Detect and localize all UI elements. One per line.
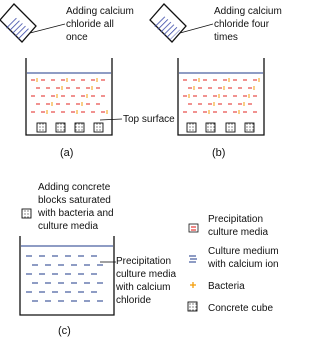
legend-label-precipitation-2: culture media [208, 227, 269, 238]
legend-label-concrete: Concrete cube [208, 303, 274, 314]
callout-top-surface-leader [100, 119, 122, 120]
instruction-c-line-2: blocks saturated [38, 195, 111, 206]
concrete-cube [206, 123, 215, 132]
legend-item-bacteria [190, 281, 245, 292]
legend [188, 214, 279, 314]
legend-item-calcium [189, 246, 279, 270]
concrete-cube [94, 123, 103, 132]
instruction-a-line-2: chloride all [66, 19, 114, 30]
pouring-beaker-b [150, 4, 186, 42]
instruction-b-line-3: times [214, 32, 238, 43]
concrete-cube [37, 123, 46, 132]
instruction-a-line-1: Adding calcium [66, 6, 134, 17]
callout-c-line-2: culture media [116, 269, 177, 280]
concrete-cube [226, 123, 235, 132]
panel-c [20, 182, 176, 337]
legend-label-precipitation-1: Precipitation [208, 214, 264, 225]
concrete-cube [75, 123, 84, 132]
concrete-cubes-a [37, 123, 103, 132]
instruction-c-line-1: Adding concrete [38, 182, 111, 193]
legend-label-calcium-2: with calcium ion [208, 259, 279, 270]
pouring-beaker-a [0, 4, 36, 42]
legend-item-concrete [188, 302, 273, 314]
callout-c-line-4: chloride [116, 295, 152, 306]
callout-top-surface: Top surface [123, 114, 175, 125]
container-c [20, 236, 114, 315]
culture-medium-calcium-ion-symbol [189, 256, 197, 262]
callout-c-line-3: with calcium [116, 282, 171, 293]
caption-a: (a) [60, 147, 74, 159]
instruction-b-line-1: Adding calcium [214, 6, 282, 17]
legend-item-precipitation [189, 214, 268, 238]
legend-label-bacteria: Bacteria [208, 281, 245, 292]
concrete-cube [187, 123, 196, 132]
instruction-c-line-3: with bacteria and [38, 208, 114, 219]
bacteria-symbol [190, 282, 196, 288]
concrete-cube [245, 123, 254, 132]
callout-c-line-1: Precipitation [116, 256, 172, 267]
calcium-ion-fill-c [26, 256, 103, 301]
panel-a [0, 4, 175, 159]
caption-c: (c) [58, 325, 71, 337]
concrete-cubes-b [187, 123, 254, 132]
precipitation-fill-a [31, 78, 107, 114]
concrete-block-dropped [22, 209, 31, 218]
caption-b: (b) [212, 147, 226, 159]
precipitation-culture-media-symbol [189, 224, 198, 232]
instruction-c-line-4: culture media [38, 221, 99, 232]
panel-b [150, 4, 282, 159]
precipitation-fill-b [183, 78, 259, 114]
legend-label-calcium-1: Culture medium [208, 246, 279, 257]
instruction-b-line-2: chloride four [214, 19, 270, 30]
concrete-cube [56, 123, 65, 132]
concrete-cube-symbol [188, 302, 197, 311]
instruction-a-line-3: once [66, 32, 88, 43]
